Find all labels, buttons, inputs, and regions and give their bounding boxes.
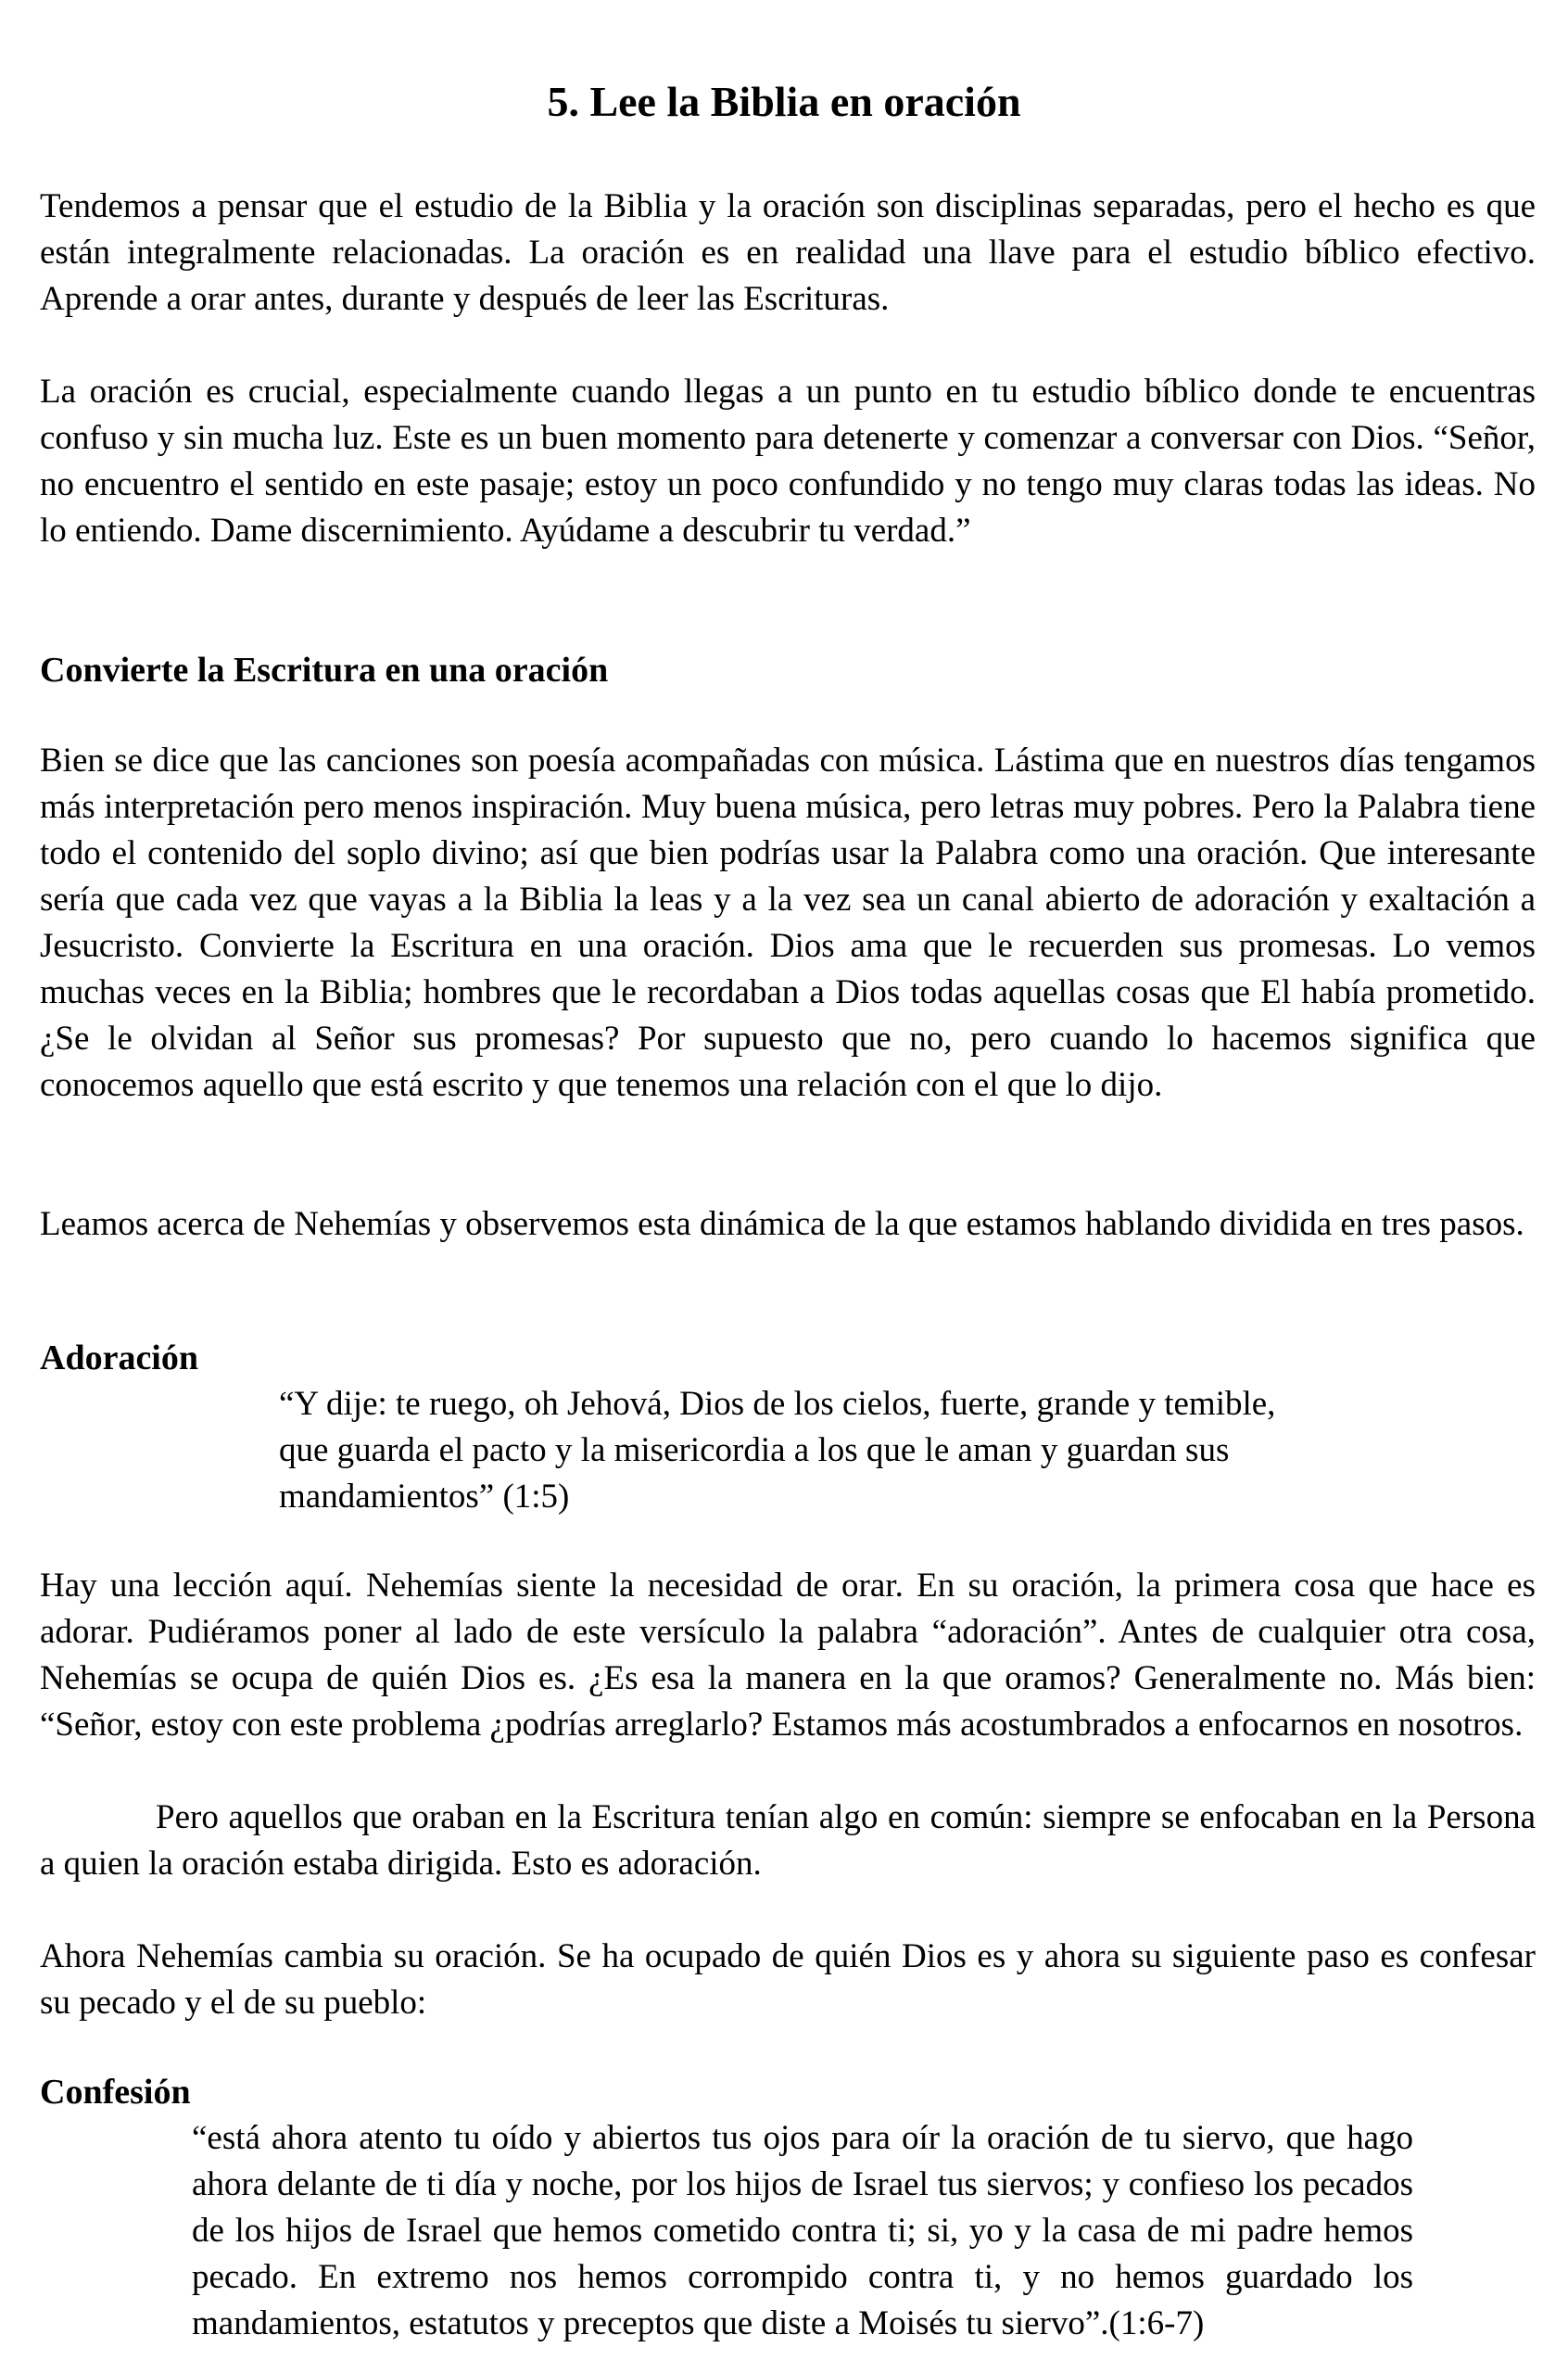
paragraph-songs-poetry: Bien se dice que las canciones son poesía acompañadas con música. Lástima que en nuestros días tengamos más interpretación pero menos inspiración. Muy buena música, pero letras muy pobres. Pero la Palabra tiene todo el contenido del soplo divino; así que bien podrías usar la Palabra como una oración. Que interesante sería que cada vez que vayas a la Biblia la leas y a la vez sea un canal abierto de adoración y exaltación a Jesucristo. Convierte la Escritura en una oración. Dios ama que le recuerden sus promesas. Lo vemos muchas veces en la Biblia; hombres que le recordaban a Dios todas aquellas cosas que El había prometido. ¿Se le olvidan al Señor sus promesas? Por supuesto que no, pero cuando lo hacemos significa que conocemos aquello que está escrito y que tenemos una relación con el que lo dijo. xyxy=(40,742,1536,1104)
scripture-quote-confesion: “está ahora atento tu oído y abiertos tus ojos para oír la oración de tu siervo, que hago ahora delante de ti día y noche, por los hijos de Israel tus siervos; y confieso los pecados de los hijos de Israel que hemos cometido contra ti; si, yo y la casa de mi padre hemos pecado. En extremo nos hemos corrompido contra ti, y no hemos guardado los mandamientos, estatutos y preceptos que diste a Moisés tu siervo”.(1:6-7) xyxy=(192,2119,1413,2342)
paragraph-confession-intro: Ahora Nehemías cambia su oración. Se ha ocupado de quién Dios es y ahora su siguiente paso es confesar su pecado y el de su pueblo: xyxy=(40,1937,1536,2022)
section-heading-confesion: Confesión xyxy=(40,2073,191,2112)
paragraph-nehemias-intro: Leamos acerca de Nehemías y observemos esta dinámica de la que estamos hablando dividida en tres pasos. xyxy=(40,1205,1524,1243)
section-heading-adoracion: Adoración xyxy=(40,1339,198,1377)
paragraph-prayer-crucial: La oración es crucial, especialmente cuando llegas a un punto en tu estudio bíblico donde te encuentras confuso y sin mucha luz. Este es un buen momento para detenerte y comenzar a conversar con Dios. “Señor, no encuentro el sentido en este pasaje; estoy un poco confundido y no tengo muy claras todas las ideas. No lo entiendo. Dame discernimiento. Ayúdame a descubrir tu verdad.” xyxy=(40,373,1536,550)
paragraph-intro: Tendemos a pensar que el estudio de la Biblia y la oración son disciplinas separadas, pero el hecho es que están integralmente relacionadas. La oración es en realidad una llave para el estudio bíblico efectivo. Aprende a orar antes, durante y después de leer las Escrituras. xyxy=(40,187,1536,318)
paragraph-adoration-focus: Pero aquellos que oraban en la Escritura tenían algo en común: siempre se enfocaban en la Persona a quien la oración estaba dirigida. Esto es adoración. xyxy=(40,1798,1536,1883)
paragraph-lesson: Hay una lección aquí. Nehemías siente la necesidad de orar. En su oración, la primera cosa que hace es adorar. Pudiéramos poner al lado de este versículo la palabra “adoración”. Antes de cualquier otra cosa, Nehemías se ocupa de quién Dios es. ¿Es esa la manera en la que oramos? Generalmente no. Más bien: “Señor, estoy con este problema ¿podrías arreglarlo? Estamos más acostumbrados a enfocarnos en nosotros. xyxy=(40,1567,1536,1744)
page-title: 5. Lee la Biblia en oración xyxy=(547,78,1021,125)
scripture-quote-adoracion: “Y dije: te ruego, oh Jehová, Dios de los cielos, fuerte, grande y temible, que guarda el pacto y la misericordia a los que le aman y guardan sus mandamientos” (1:5) xyxy=(279,1385,1276,1516)
section-heading-convierte: Convierte la Escritura en una oración xyxy=(40,651,609,690)
